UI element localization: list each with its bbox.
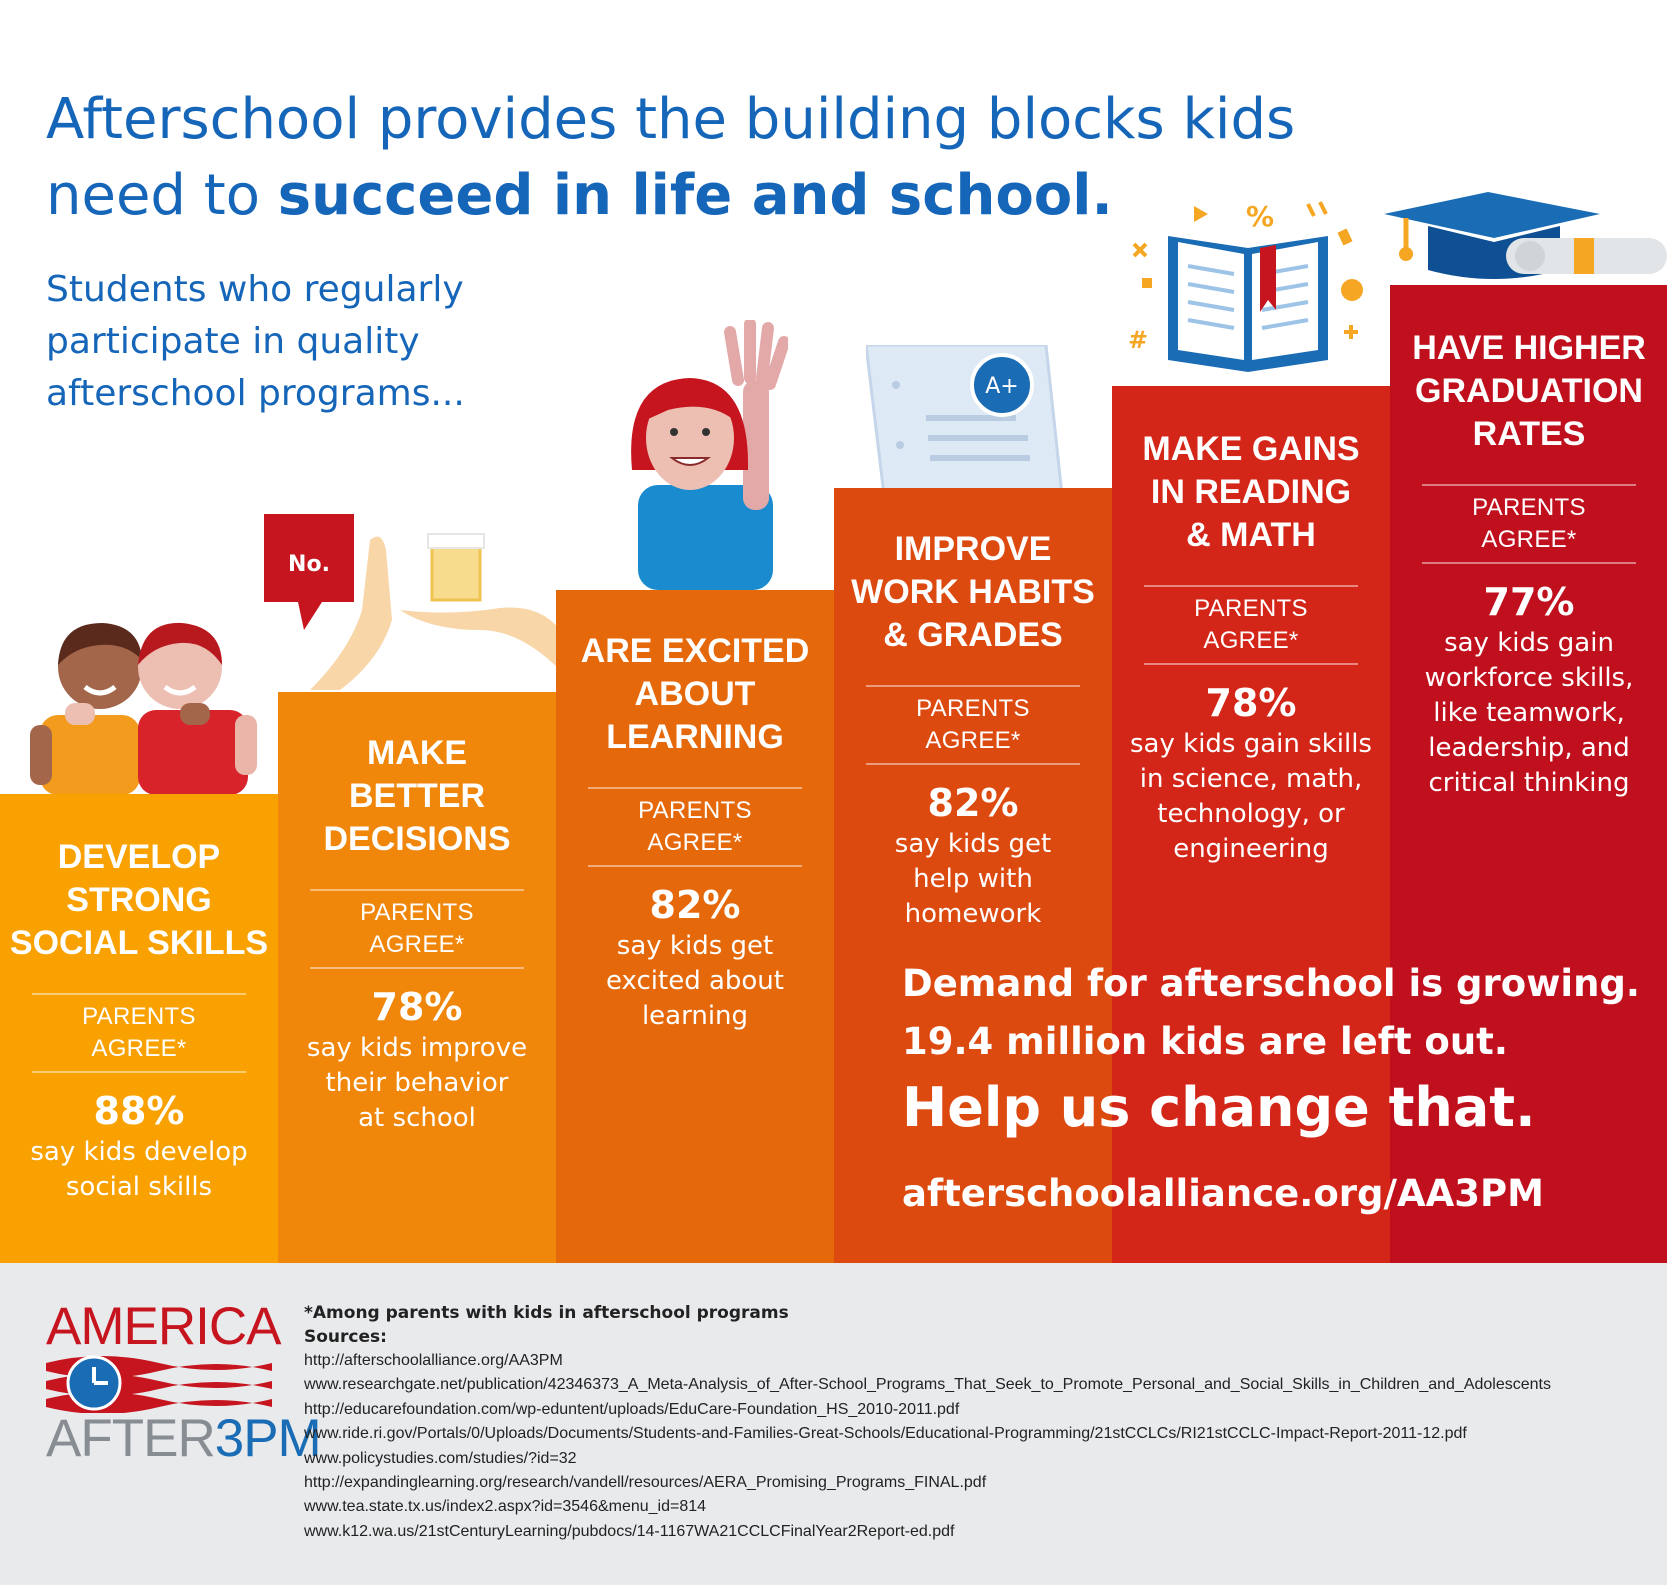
- parents-agree-label: PARENTS AGREE*: [310, 889, 524, 969]
- column-title: DEVELOP STRONG SOCIAL SKILLS: [9, 838, 269, 962]
- headline-line2-prefix: need to: [46, 163, 278, 228]
- percent-value: 82%: [927, 781, 1019, 825]
- percent-description: say kids develop social skills: [30, 1137, 248, 1202]
- percent-description: say kids gain workforce skills, like teamwork, leadership, and critical thinking: [1424, 628, 1634, 798]
- parents-agree-label: PARENTS AGREE*: [32, 993, 246, 1073]
- footer: [0, 1263, 1667, 1585]
- percent-value: 78%: [1205, 681, 1297, 725]
- subhead-line: Students who regularly: [46, 269, 464, 310]
- percent-value: 78%: [371, 985, 463, 1029]
- logo-after-text: AFTER: [46, 1409, 215, 1468]
- column-title: MAKE BETTER DECISIONS: [323, 734, 511, 858]
- flag-clock-icon: [46, 1353, 272, 1413]
- source-link[interactable]: http://afterschoolalliance.org/AA3PM: [304, 1352, 563, 1369]
- open-book-illustration: [1128, 200, 1368, 380]
- headline-line1: Afterschool provides the building blocks kids: [46, 87, 1296, 152]
- column-title: HAVE HIGHER GRADUATION RATES: [1412, 329, 1646, 453]
- parents-agree-label: PARENTS AGREE*: [866, 685, 1080, 765]
- sources-label: Sources:: [304, 1327, 387, 1347]
- two-kids-illustration: [30, 605, 260, 795]
- percent-value: 77%: [1483, 580, 1575, 624]
- percent-description: say kids get help with homework: [894, 829, 1052, 929]
- subhead-line: afterschool programs...: [46, 373, 465, 414]
- logo-top-text: AMERICA: [46, 1297, 281, 1356]
- column-social-skills: [0, 794, 278, 1263]
- percent-description: say kids gain skills in science, math, technology, or engineering: [1130, 729, 1372, 864]
- cta-line-left-out: 19.4 million kids are left out.: [902, 1020, 1508, 1063]
- column-title: IMPROVE WORK HABITS & GRADES: [851, 530, 1095, 654]
- headline-line2-bold: succeed in life and school.: [277, 163, 1113, 228]
- column-excited-learning: [556, 590, 834, 1263]
- call-to-action: [902, 955, 1642, 1219]
- report-card-illustration: [866, 345, 1076, 495]
- subhead: [46, 264, 546, 420]
- refusing-hands-illustration: [310, 530, 560, 690]
- cta-url-link[interactable]: afterschoolalliance.org/AA3PM: [902, 1172, 1544, 1215]
- svg-text:%: %: [1246, 200, 1275, 233]
- logo-3pm-text: 3PM: [214, 1409, 321, 1468]
- source-link[interactable]: http://educarefoundation.com/wp-eduntent/uploads/EduCare-Foundation_HS_2010-2011.pdf: [304, 1400, 960, 1418]
- girl-waving-illustration: [628, 320, 788, 590]
- percent-description: say kids get excited about learning: [606, 931, 784, 1031]
- parents-agree-label: PARENTS AGREE*: [1144, 585, 1358, 665]
- america-after-3pm-logo: [46, 1297, 321, 1469]
- parents-agree-label: PARENTS AGREE*: [588, 787, 802, 867]
- column-better-decisions: [278, 692, 556, 1263]
- source-link[interactable]: www.researchgate.net/publication/42346373_A_Meta-Analysis_of_After-School_Programs_That_Seek_to_Promote_Personal_and_Social_Skills_in_Children_and_Adolescents: [304, 1376, 1551, 1394]
- footnotes: [304, 1301, 1644, 1544]
- svg-text:#: #: [1128, 326, 1149, 354]
- speech-bubble-text: No.: [288, 552, 330, 577]
- logo-bottom-text: [46, 1411, 321, 1467]
- source-link[interactable]: www.k12.wa.us/21stCenturyLearning/pubdocs/14-1167WA21CCLCFinalYear2Report-ed.pdf: [304, 1522, 955, 1540]
- percent-value: 88%: [93, 1089, 185, 1133]
- headline: [46, 82, 1296, 234]
- source-link[interactable]: www.tea.state.tx.us/index2.aspx?id=3546&menu_id=814: [304, 1498, 707, 1516]
- column-title: MAKE GAINS IN READING & MATH: [1142, 430, 1360, 554]
- source-link[interactable]: www.ride.ri.gov/Portals/0/Uploads/Documents/Students-and-Families-Great-Schools/Educational-Programming/21stCCLCs/RI21stCCLC-Impact-Report-2011-12.pdf: [304, 1425, 1467, 1443]
- graduation-cap-icon: [1384, 192, 1667, 288]
- parents-agree-label: PARENTS AGREE*: [1422, 484, 1636, 564]
- footnote-parents: *Among parents with kids in afterschool programs: [304, 1303, 789, 1323]
- percent-description: say kids improve their behavior at school: [306, 1033, 528, 1133]
- source-link[interactable]: www.policystudies.com/studies/?id=32: [304, 1449, 577, 1467]
- cta-line-help: Help us change that.: [902, 1076, 1536, 1139]
- subhead-line: participate in quality: [46, 321, 420, 362]
- source-link[interactable]: http://expandinglearning.org/research/vandell/resources/AERA_Promising_Programs_FINAL.pdf: [304, 1474, 987, 1492]
- cta-line-demand: Demand for afterschool is growing.: [902, 962, 1640, 1005]
- column-title: ARE EXCITED ABOUT LEARNING: [580, 632, 810, 756]
- grade-badge-text: A+: [985, 374, 1019, 399]
- percent-value: 82%: [649, 883, 741, 927]
